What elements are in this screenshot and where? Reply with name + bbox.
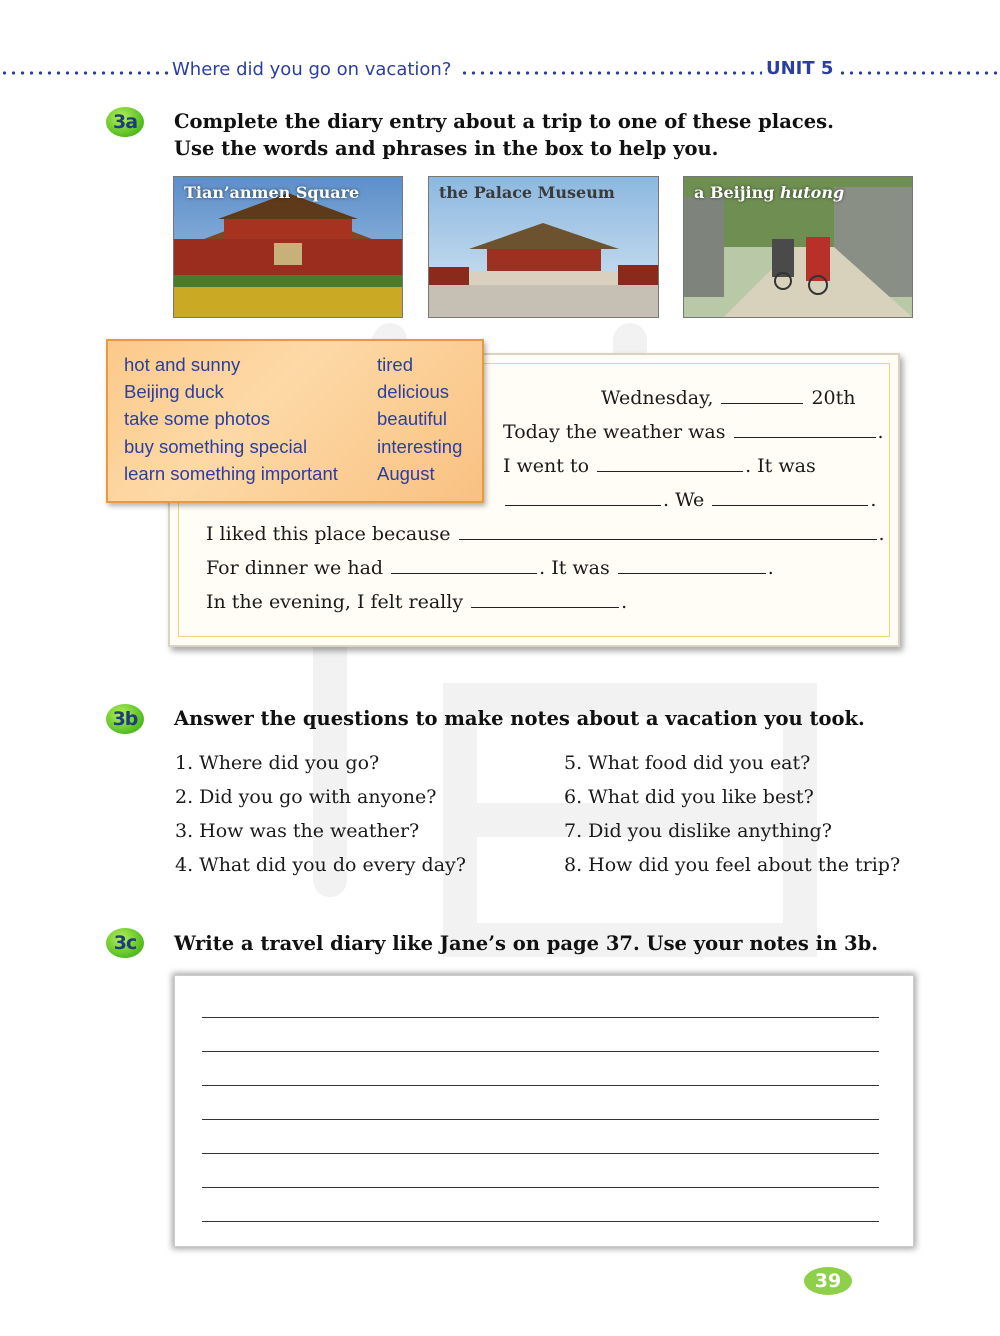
diary-line3-text: . We (663, 489, 705, 511)
question-6: 6. What did you like best? (564, 786, 814, 808)
photo-label-hutong-italic: hutong (779, 183, 845, 202)
question-5: 5. What food did you eat? (564, 752, 811, 774)
diary-line6-text: In the evening, I felt really (206, 591, 464, 613)
word-box-right-2: beautiful (377, 408, 447, 429)
weather-blank[interactable] (734, 421, 876, 438)
diary-date-line (601, 387, 856, 409)
diary-line2b-text: . It was (745, 455, 816, 477)
diary-line-weather (503, 421, 884, 443)
diary-line6-period: . (621, 591, 628, 613)
word-box-left-3: buy something special (124, 436, 308, 457)
question-7: 7. Did you dislike anything? (564, 820, 832, 842)
diary-line1-text: Today the weather was (503, 421, 726, 443)
word-box-right-0: tired (377, 354, 413, 375)
diary-line5b-text: . It was (539, 557, 610, 579)
header-unit: UNIT 5 (766, 58, 834, 79)
diary-line-liked (206, 523, 885, 545)
photo-label-palace-museum: the Palace Museum (439, 183, 615, 202)
instruction-3a-line2: Use the words and phrases in the box to help you. (174, 137, 719, 160)
header-title: Where did you go on vacation? (172, 59, 452, 80)
diary-line5a-text: For dinner we had (206, 557, 384, 579)
question-4: 4. What did you do every day? (175, 854, 466, 876)
writing-line-7[interactable] (202, 1221, 879, 1222)
it-was-blank[interactable] (505, 489, 661, 506)
writing-line-5[interactable] (202, 1153, 879, 1154)
date-blank[interactable] (721, 387, 803, 404)
evening-blank[interactable] (471, 591, 619, 608)
diary-date-suffix: 20th (811, 387, 856, 409)
instruction-3a-line1: Complete the diary entry about a trip to one of these places. (174, 110, 834, 133)
instruction-3c: Write a travel diary like Jane’s on page 37. Use your notes in 3b. (174, 932, 879, 955)
header-dots-left (0, 70, 170, 76)
photo-label-hutong-prefix: a Beijing (694, 183, 780, 202)
word-box-right-4: August (377, 463, 435, 484)
question-3: 3. How was the weather? (175, 820, 420, 842)
we-blank[interactable] (712, 489, 868, 506)
place-blank[interactable] (597, 455, 743, 472)
writing-line-4[interactable] (202, 1119, 879, 1120)
diary-date-prefix: Wednesday, (601, 387, 714, 409)
liked-blank[interactable] (459, 523, 877, 540)
photo-hutong (683, 176, 913, 318)
diary-line-dinner (206, 557, 774, 579)
diary-line4-text: I liked this place because (206, 523, 451, 545)
header-dots-middle (460, 70, 762, 76)
instruction-3b: Answer the questions to make notes about a vacation you took. (174, 707, 865, 730)
diary-line3-period: . (870, 489, 877, 511)
photo-tiananmen (173, 176, 403, 318)
writing-line-3[interactable] (202, 1085, 879, 1086)
diary-line-went-to (503, 455, 816, 477)
diary-line-evening (206, 591, 627, 613)
diary-line5-period: . (767, 557, 774, 579)
diary-line1-period: . (877, 421, 884, 443)
diary-line4-period: . (878, 523, 885, 545)
badge-3a: 3a (106, 107, 144, 137)
photo-label-hutong (694, 183, 844, 202)
diary-line-we (503, 489, 876, 511)
question-2: 2. Did you go with anyone? (175, 786, 437, 808)
diary-line2a-text: I went to (503, 455, 590, 477)
header-dots-right (838, 70, 1000, 76)
badge-3c: 3c (106, 928, 144, 958)
photo-palace-museum (428, 176, 659, 318)
writing-area[interactable] (174, 975, 914, 1247)
page-number: 39 (804, 1267, 852, 1295)
badge-3b: 3b (106, 704, 144, 734)
question-8: 8. How did you feel about the trip? (564, 854, 901, 876)
writing-line-6[interactable] (202, 1187, 879, 1188)
photo-label-tiananmen: Tian’anmen Square (184, 183, 360, 202)
word-box-right-1: delicious (377, 381, 449, 402)
word-box-left-0: hot and sunny (124, 354, 241, 375)
word-box-left-1: Beijing duck (124, 381, 224, 402)
word-box-left-2: take some photos (124, 408, 271, 429)
writing-line-1[interactable] (202, 1017, 879, 1018)
question-1: 1. Where did you go? (175, 752, 380, 774)
word-box-right-3: interesting (377, 436, 463, 457)
instruction-3a (174, 108, 834, 162)
dinner-blank[interactable] (391, 557, 537, 574)
writing-line-2[interactable] (202, 1051, 879, 1052)
word-box-left-4: learn something important (124, 463, 338, 484)
dinner-it-was-blank[interactable] (618, 557, 766, 574)
